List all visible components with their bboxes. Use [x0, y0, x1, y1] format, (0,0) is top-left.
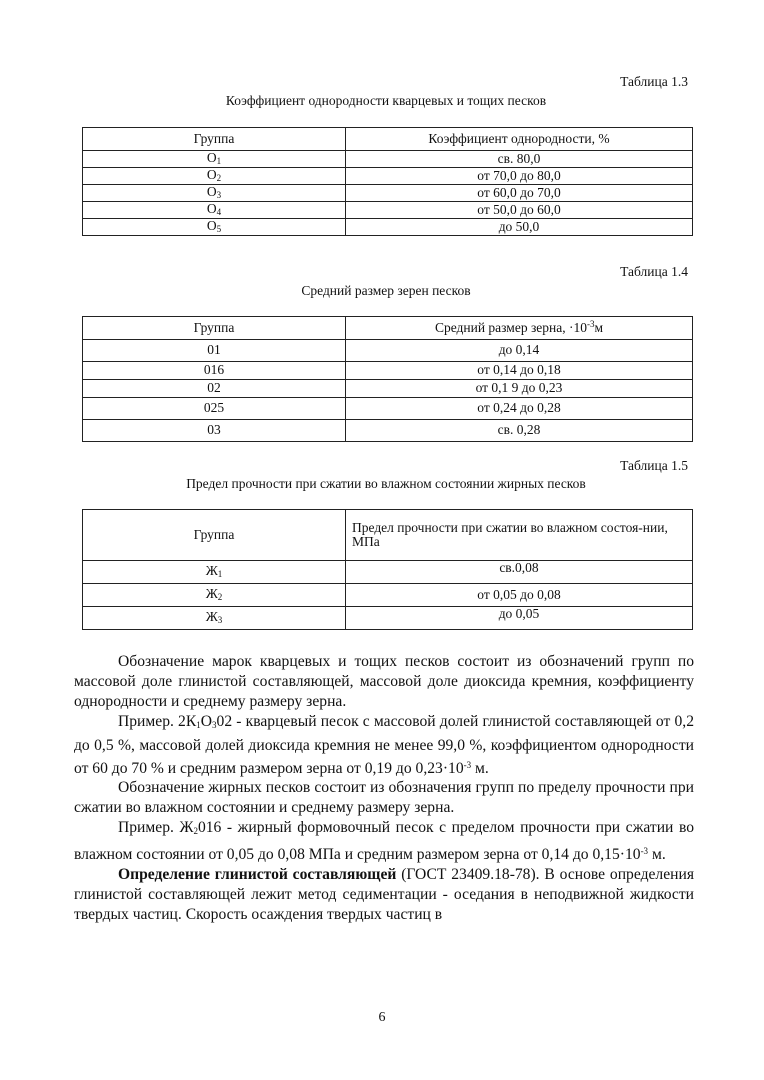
value-cell: от 70,0 до 80,0	[346, 168, 693, 185]
group-cell: 02	[83, 380, 346, 398]
value-cell: до 0,14	[346, 340, 693, 362]
header-group: Группа	[83, 317, 346, 340]
section-heading: Определение глинистой составляющей	[118, 866, 397, 884]
table-1-3-caption: Коэффициент однородности кварцевых и тощих песков	[225, 93, 547, 108]
table-1-5	[82, 509, 693, 630]
table-row	[83, 362, 693, 380]
group-cell: 03	[83, 420, 346, 442]
table-row	[83, 202, 693, 219]
table-row	[83, 584, 693, 607]
page-number: 6	[378, 1010, 386, 1025]
header-value: Предел прочности при сжатии во влажном состоя-нии, МПа	[346, 510, 693, 561]
value-cell: св. 80,0	[346, 151, 693, 168]
table-row	[83, 219, 693, 236]
table-header-row	[83, 128, 693, 151]
table-1-3	[82, 127, 693, 236]
group-cell: $О_5$	[83, 219, 346, 236]
paragraph-4: Пример. $Ж_2016$ - жирный формовочный песок с пределом прочности при сжатии во влажном состоянии от 0,05 до 0,08 МПа и средним размером зерна от 0,14 до $0,15\cdot 10^{-3}$ м.	[74, 819, 695, 864]
table-row	[83, 185, 693, 202]
paragraph-5: Определение глинистой составляющей (ГОСТ 23409.18-78). В основе определения глинистой составляющей лежит метод седиментации - оседания в неподвижной жидкости твердых частиц. Скорость осаждения твердых частиц в	[74, 866, 694, 923]
value-cell: св.0,08	[346, 561, 693, 584]
table-1-5-number: Таблица 1.5	[620, 458, 688, 473]
group-cell: $О_1$	[83, 151, 346, 168]
group-cell: 025	[83, 398, 346, 420]
value-cell: от 50,0 до 60,0	[346, 202, 693, 219]
value-cell: до 0,05	[346, 607, 693, 630]
group-cell: $О_2$	[83, 168, 346, 185]
table-1-3-number: Таблица 1.3	[620, 74, 688, 89]
table-header-row	[83, 317, 693, 340]
table-row	[83, 398, 693, 420]
table-1-4-number: Таблица 1.4	[620, 264, 688, 279]
table-row	[83, 340, 693, 362]
value-cell: от 0,14 до 0,18	[346, 362, 693, 380]
value-cell: св. 0,28	[346, 420, 693, 442]
group-cell: $О_3$	[83, 185, 346, 202]
table-row	[83, 380, 693, 398]
table-row	[83, 607, 693, 630]
table-row	[83, 561, 693, 584]
table-header-row	[83, 510, 693, 561]
body-text	[74, 652, 694, 925]
group-cell: 01	[83, 340, 346, 362]
group-cell: $Ж_3$	[83, 607, 346, 630]
header-group: Группа	[83, 510, 346, 561]
table-1-5-caption: Предел прочности при сжатии во влажном состоянии жирных песков	[186, 476, 586, 491]
group-cell: $Ж_2$	[83, 584, 346, 607]
paragraph-2: Пример. $2К_1О_302$ - кварцевый песок с массовой долей глинистой составляющей от 0,2 до 0,5 %, массовой долей диоксида кремния не менее 99,0 %, коэффициентом однородности от 60 до 70 % и средним размером зерна от 0,19 до $0,23\cdot 10^{-3}$ м.	[74, 712, 694, 777]
table-row	[83, 420, 693, 442]
table-row	[83, 168, 693, 185]
table-1-4	[82, 316, 693, 442]
header-group: Группа	[83, 128, 346, 151]
group-cell: $О_4$	[83, 202, 346, 219]
paragraph-3: Обозначение жирных песков состоит из обозначения групп по пределу прочности при сжатии во влажном состоянии и среднему размеру зерна.	[74, 779, 694, 817]
group-cell: $Ж_1$	[83, 561, 346, 584]
value-cell: от 0,1 9 до 0,23	[346, 380, 693, 398]
value-cell: от 0,24 до 0,28	[346, 398, 693, 420]
group-cell: 016	[83, 362, 346, 380]
value-cell: от 60,0 до 70,0	[346, 185, 693, 202]
value-cell: от 0,05 до 0,08	[346, 584, 693, 607]
table-1-4-caption: Средний размер зерен песков	[301, 283, 471, 298]
header-value: Средний размер зерна, $\cdot 10^{-3}м$	[346, 317, 693, 340]
header-value: Коэффициент однородности, %	[346, 128, 693, 151]
value-cell: до 50,0	[346, 219, 693, 236]
paragraph-1: Обозначение марок кварцевых и тощих песков состоит из обозначений групп по массовой доле глинистой составляющей, массовой доле диоксида кремния, коэффициенту однородности и среднему размеру зерна.	[74, 653, 694, 710]
table-row	[83, 151, 693, 168]
